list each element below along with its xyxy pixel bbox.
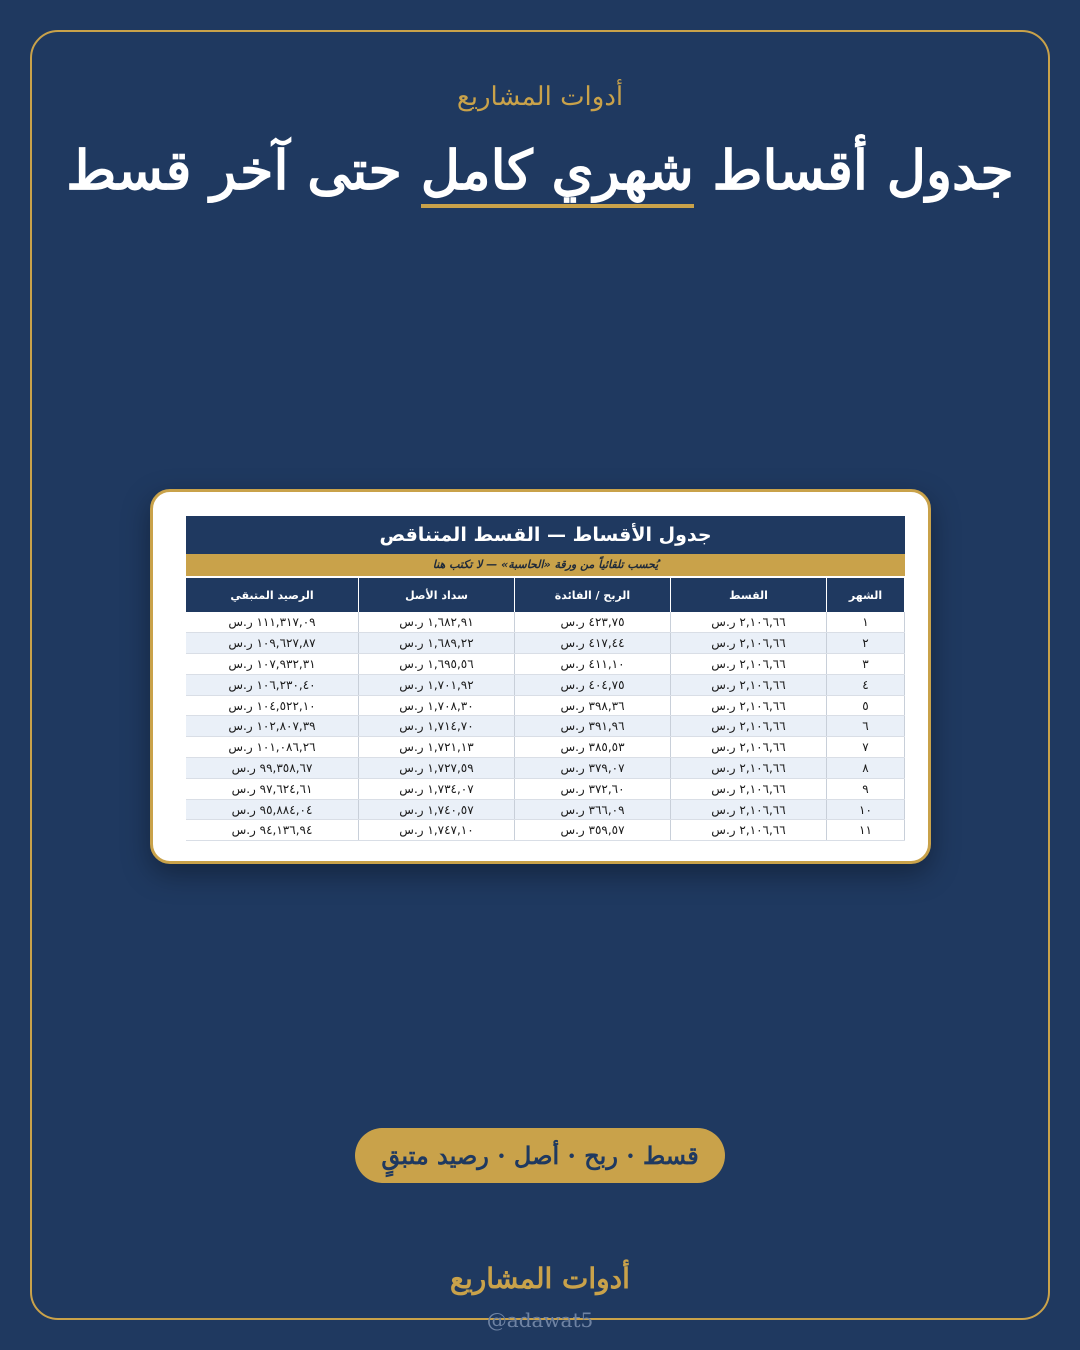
cell-balance: ٩٧,٦٢٤,٦١ ر.س: [186, 778, 359, 799]
cell-installment: ٢,١٠٦,٦٦ ر.س: [671, 674, 827, 695]
cell-principal: ١,٧٢١,١٣ ر.س: [359, 737, 515, 758]
table-row: [186, 633, 905, 654]
cell-principal: ١,٧٠١,٩٢ ر.س: [359, 674, 515, 695]
table-row: [186, 716, 905, 737]
cell-installment: ٢,١٠٦,٦٦ ر.س: [671, 654, 827, 675]
cell-installment: ٢,١٠٦,٦٦ ر.س: [671, 737, 827, 758]
cell-installment: ٢,١٠٦,٦٦ ر.س: [671, 716, 827, 737]
cell-principal: ١,٧١٤,٧٠ ر.س: [359, 716, 515, 737]
cell-principal: ١,٦٨٩,٢٢ ر.س: [359, 633, 515, 654]
cell-installment: ٢,١٠٦,٦٦ ر.س: [671, 799, 827, 820]
table-row: [186, 737, 905, 758]
cell-balance: ١٠٦,٢٣٠,٤٠ ر.س: [186, 674, 359, 695]
cell-interest: ٣٥٩,٥٧ ر.س: [515, 820, 671, 841]
cell-month: ٥: [827, 695, 905, 716]
cell-installment: ٢,١٠٦,٦٦ ر.س: [671, 695, 827, 716]
headline-highlight: شهري كامل: [421, 138, 694, 208]
cell-principal: ١,٧٢٧,٥٩ ر.س: [359, 758, 515, 779]
col-header-installment: القسط: [671, 578, 827, 612]
cell-principal: ١,٧٤٧,١٠ ر.س: [359, 820, 515, 841]
cell-month: ٣: [827, 654, 905, 675]
cell-month: ٦: [827, 716, 905, 737]
cell-balance: ١١١,٣١٧,٠٩ ر.س: [186, 612, 359, 633]
table-row: [186, 799, 905, 820]
cell-interest: ٣٩١,٩٦ ر.س: [515, 716, 671, 737]
cell-balance: ١٠٤,٥٢٢,١٠ ر.س: [186, 695, 359, 716]
table-row: [186, 612, 905, 633]
cell-balance: ٩٤,١٣٦,٩٤ ر.س: [186, 820, 359, 841]
cell-principal: ١,٧٤٠,٥٧ ر.س: [359, 799, 515, 820]
page-headline: [0, 130, 1080, 210]
brand-name-top: أدوات المشاريع: [456, 82, 624, 112]
cell-balance: ١٠٢,٨٠٧,٣٩ ر.س: [186, 716, 359, 737]
keywords-pill: قسط · ربح · أصل · رصيد متبقٍ: [355, 1128, 725, 1183]
cell-month: ٧: [827, 737, 905, 758]
cell-principal: ١,٧٣٤,٠٧ ر.س: [359, 778, 515, 799]
cell-principal: ١,٦٨٢,٩١ ر.س: [359, 612, 515, 633]
table-row: [186, 758, 905, 779]
table-row: [186, 820, 905, 841]
table-row: [186, 695, 905, 716]
cell-installment: ٢,١٠٦,٦٦ ر.س: [671, 633, 827, 654]
cell-installment: ٢,١٠٦,٦٦ ر.س: [671, 820, 827, 841]
installment-sheet: [186, 516, 905, 841]
cell-balance: ٩٩,٣٥٨,٦٧ ر.س: [186, 758, 359, 779]
cell-month: ٨: [827, 758, 905, 779]
cell-balance: ١٠٩,٦٢٧,٨٧ ر.س: [186, 633, 359, 654]
cell-installment: ٢,١٠٦,٦٦ ر.س: [671, 758, 827, 779]
cell-principal: ١,٦٩٥,٥٦ ر.س: [359, 654, 515, 675]
cell-balance: ١٠١,٠٨٦,٢٦ ر.س: [186, 737, 359, 758]
cell-balance: ١٠٧,٩٣٢,٣١ ر.س: [186, 654, 359, 675]
cell-interest: ٤١١,١٠ ر.س: [515, 654, 671, 675]
headline-part-1: جدول أقساط: [712, 138, 1014, 202]
col-header-month: الشهر: [827, 578, 905, 612]
col-header-balance: الرصيد المتبقي: [186, 578, 359, 612]
cell-interest: ٤٠٤,٧٥ ر.س: [515, 674, 671, 695]
cell-month: ١٠: [827, 799, 905, 820]
sheet-subtitle: يُحسب تلقائياً من ورقة «الحاسبة» — لا تكتب هنا: [186, 554, 905, 576]
cell-month: ١: [827, 612, 905, 633]
table-header-row: [186, 578, 905, 612]
col-header-interest: الربح / الفائدة: [515, 578, 671, 612]
table-body: [186, 612, 905, 841]
table-row: [186, 674, 905, 695]
headline-part-2: حتى آخر قسط: [66, 138, 402, 202]
cell-interest: ٤١٧,٤٤ ر.س: [515, 633, 671, 654]
table-row: [186, 778, 905, 799]
sheet-title: جدول الأقساط — القسط المتناقص: [186, 516, 905, 554]
cell-balance: ٩٥,٨٨٤,٠٤ ر.س: [186, 799, 359, 820]
cell-month: ١١: [827, 820, 905, 841]
cell-month: ٤: [827, 674, 905, 695]
cell-month: ٩: [827, 778, 905, 799]
cell-month: ٢: [827, 633, 905, 654]
cell-interest: ٤٢٣,٧٥ ر.س: [515, 612, 671, 633]
spreadsheet-card: [150, 489, 931, 864]
cell-interest: ٣٦٦,٠٩ ر.س: [515, 799, 671, 820]
cell-interest: ٣٧٩,٠٧ ر.س: [515, 758, 671, 779]
social-handle: @adawat5: [486, 1308, 594, 1332]
table-row: [186, 654, 905, 675]
installment-table: [186, 578, 905, 841]
brand-name-bottom: أدوات المشاريع: [450, 1262, 630, 1295]
cell-interest: ٣٩٨,٣٦ ر.س: [515, 695, 671, 716]
cell-interest: ٣٨٥,٥٣ ر.س: [515, 737, 671, 758]
col-header-principal: سداد الأصل: [359, 578, 515, 612]
cell-principal: ١,٧٠٨,٣٠ ر.س: [359, 695, 515, 716]
cell-installment: ٢,١٠٦,٦٦ ر.س: [671, 612, 827, 633]
cell-installment: ٢,١٠٦,٦٦ ر.س: [671, 778, 827, 799]
cell-interest: ٣٧٢,٦٠ ر.س: [515, 778, 671, 799]
